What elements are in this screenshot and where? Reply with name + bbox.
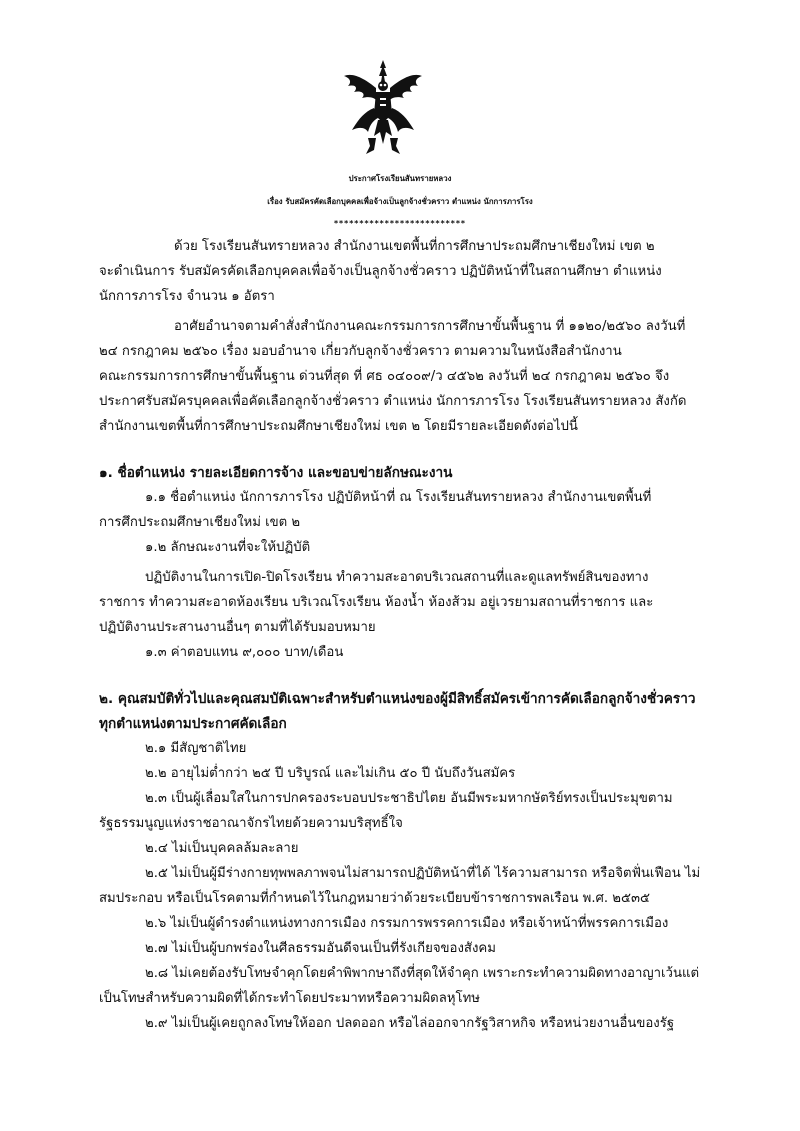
section1-line: ๑.๑ ชื่อตำแหน่ง นักการภารโรง ปฏิบัติหน้าที่ ณ โรงเรียนสันทรายหลวง สำนักงานเขตพื้นที่ <box>145 490 652 505</box>
intro-line: สำนักงานเขตพื้นที่การศึกษาประถมศึกษาเชียงใหม่ เขต ๒ โดยมีรายละเอียดดังต่อไปนี้ <box>99 419 578 434</box>
section1-line: ราชการ ทำความสะอาดห้องเรียน บริเวณโรงเรียน ห้องน้ำ ห้องส้วม อยู่เวรยามสถานที่ราชการ และ <box>99 595 654 610</box>
announcement-subject: เรื่อง รับสมัครคัดเลือกบุคคลเพื่อจ้างเป็นลูกจ้างชั่วคราว ตำแหน่ง นักการภารโรง <box>267 197 533 206</box>
garuda-emblem-icon <box>340 58 426 156</box>
section1-line: ปฏิบัติงานในการเปิด-ปิดโรงเรียน ทำความสะอาดบริเวณสถานที่และดูแลทรัพย์สินของทาง <box>145 570 649 585</box>
stars-divider: ************************** <box>333 219 466 228</box>
section2-line: ๒.๑ มีสัญชาติไทย <box>145 741 247 756</box>
intro-line: นักการภารโรง จำนวน ๑ อัตรา <box>99 289 275 304</box>
section2-line: สมประกอบ หรือเป็นโรคตามที่กำหนดไว้ในกฎหมายว่าด้วยระเบียบข้าราชการพลเรือน พ.ศ. ๒๕๓๕ <box>99 891 650 906</box>
section1-line: ปฏิบัติงานประสานงานอื่นๆ ตามที่ได้รับมอบหมาย <box>99 620 376 635</box>
intro-line: อาศัยอำนาจตามคำสั่งสำนักงานคณะกรรมการการศึกษาขั้นพื้นฐาน ที่ ๑๑๒๐/๒๕๖๐ ลงวันที่ <box>174 319 686 334</box>
section2-line: เป็นโทษสำหรับความผิดที่ได้กระทำโดยประมาทหรือความผิดลหุโทษ <box>99 991 480 1006</box>
section2-line: ๒.๓ เป็นผู้เลื่อมใสในการปกครองระบอบประชาธิปไตย อันมีพระมหากษัตริย์ทรงเป็นประมุขตาม <box>145 791 673 806</box>
section2-line: ๒.๒ อายุไม่ต่ำกว่า ๒๕ ปี บริบูรณ์ และไม่เกิน ๕๐ ปี นับถึงวันสมัคร <box>145 766 516 781</box>
intro-line: ๒๔ กรกฎาคม ๒๕๖๐ เรื่อง มอบอำนาจ เกี่ยวกับลูกจ้างชั่วคราว ตามความในหนังสือสำนักงาน <box>99 344 622 359</box>
section1-heading: ๑. ชื่อตำแหน่ง รายละเอียดการจ้าง และขอบข่ายลักษณะงาน <box>99 465 453 481</box>
intro-line: ด้วย โรงเรียนสันทรายหลวง สำนักงานเขตพื้นที่การศึกษาประถมศึกษาเชียงใหม่ เขต ๒ <box>174 239 655 254</box>
section2-line: ๒.๖ ไม่เป็นผู้ดำรงตำแหน่งทางการเมือง กรรมการพรรคการเมือง หรือเจ้าหน้าที่พรรคการเมือง <box>145 916 669 931</box>
announcement-title: ประกาศโรงเรียนสันทรายหลวง <box>348 174 452 183</box>
section2-line: รัฐธรรมนูญแห่งราชอาณาจักรไทยด้วยความบริสุทธิ์ใจ <box>99 816 403 831</box>
section2-heading: ๒. คุณสมบัติทั่วไปและคุณสมบัติเฉพาะสำหรับตำแหน่งของผู้มีสิทธิ์สมัครเข้าการคัดเลือกลูกจ้างชั่วคราว <box>99 691 696 707</box>
section2-line: ๒.๙ ไม่เป็นผู้เคยถูกลงโทษให้ออก ปลดออก หรือไล่ออกจากรัฐวิสาหกิจ หรือหน่วยงานอื่นของรัฐ <box>145 1016 675 1031</box>
section2-line: ๒.๔ ไม่เป็นบุคคลล้มละลาย <box>145 841 299 856</box>
section2-line: ๒.๗ ไม่เป็นผู้บกพร่องในศีลธรรมอันดีจนเป็นที่รังเกียจของสังคม <box>145 941 496 956</box>
section2-line: ๒.๘ ไม่เคยต้องรับโทษจำคุกโดยคำพิพากษาถึงที่สุดให้จำคุก เพราะกระทำความผิดทางอาญาเว้นแต่ <box>145 966 700 981</box>
section2-line: ๒.๕ ไม่เป็นผู้มีร่างกายทุพพลภาพจนไม่สามารถปฏิบัติหน้าที่ได้ ไร้ความสามารถ หรือจิตฟั่นเฟือน ไม่ <box>145 866 701 881</box>
intro-line: จะดำเนินการ รับสมัครคัดเลือกบุคคลเพื่อจ้างเป็นลูกจ้างชั่วคราว ปฏิบัติหน้าที่ในสถานศึกษา ตำแหน่ง <box>99 264 662 279</box>
section1-line: ๑.๒ ลักษณะงานที่จะให้ปฏิบัติ <box>145 540 311 555</box>
section2-heading: ทุกตำแหน่งตามประกาศคัดเลือก <box>99 716 287 732</box>
section1-line: การศึกประถมศึกษาเชียงใหม่ เขต ๒ <box>99 515 301 530</box>
section1-line: ๑.๓ ค่าตอบแทน ๙,๐๐๐ บาท/เดือน <box>145 645 344 660</box>
intro-line: ประกาศรับสมัครบุคคลเพื่อคัดเลือกลูกจ้างชั่วคราว ตำแหน่ง นักการภารโรง โรงเรียนสันทรายหลวง สังกัด <box>99 394 687 409</box>
intro-line: คณะกรรมการการศึกษาขั้นพื้นฐาน ด่วนที่สุด ที่ ศธ ๐๔๐๐๙/ว ๔๕๖๒ ลงวันที่ ๒๔ กรกฎาคม ๒๕๖๐ จึง <box>99 369 670 384</box>
